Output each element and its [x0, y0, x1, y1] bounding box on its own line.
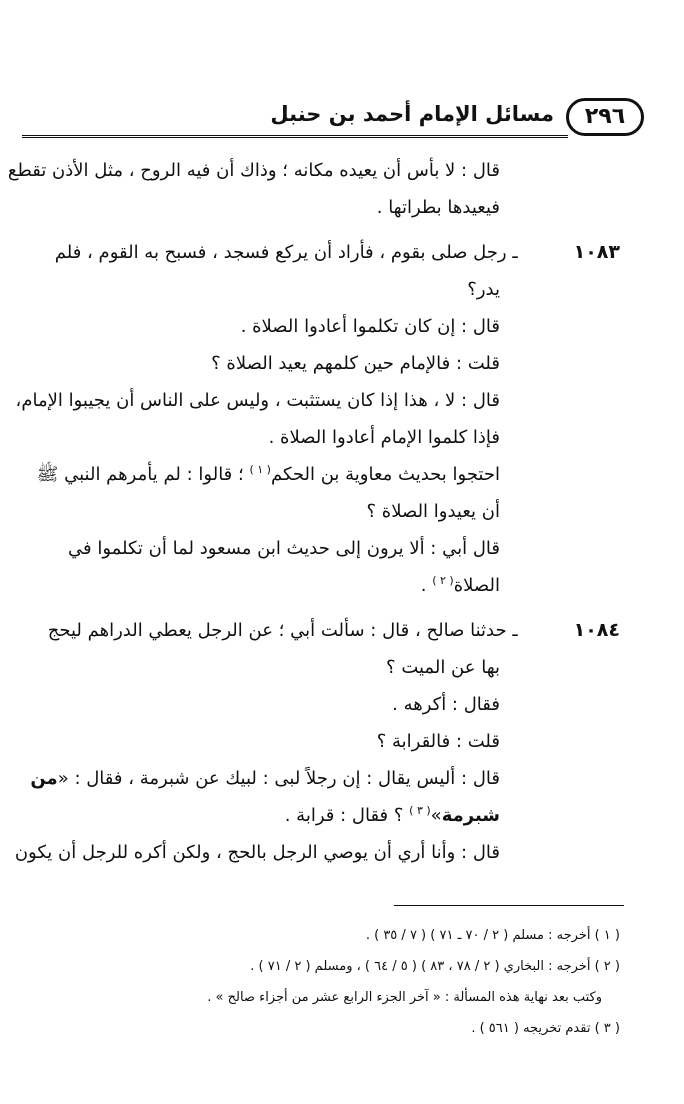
text-line: ـ حدثنا صالح ، قال : سألت أبي ؛ عن الرجل يعطي الدراهم ليحج — [47, 620, 518, 641]
running-title: مسائل الإمام أحمد بن حنبل — [270, 102, 554, 126]
text-line: فإذا كلموا الإمام أعادوا الصلاة . — [268, 427, 500, 448]
footnote-ref: ( ١ ) — [249, 463, 271, 476]
text-line: يدر؟ — [467, 279, 500, 300]
text-span: ؛ قالوا : لم يأمرهم النبي ﷺ — [36, 464, 250, 485]
page-number: ٢٩٦ — [566, 98, 644, 136]
entry-number: ١٠٨٣ — [573, 241, 620, 263]
footnote: ( ٣ ) تقدم تخريجه ( ٥٦١ ) . — [471, 1021, 620, 1036]
text-span: من — [30, 768, 58, 789]
text-line: فقال : أكرهه . — [392, 694, 500, 715]
footnotes — [60, 920, 620, 1044]
text-span: شبرمة — [441, 805, 500, 826]
text-line: قلت : فالإمام حين كلمهم يعيد الصلاة ؟ — [211, 353, 500, 374]
text-line: ـ رجل صلى بقوم ، فأراد أن يركع فسجد ، فسبح به القوم ، فلم — [54, 242, 518, 263]
text-line — [30, 760, 564, 797]
entry-number: ١٠٨٤ — [573, 619, 620, 641]
header-rule — [22, 135, 568, 138]
text-line: قال : وأنا أري أن يوصي الرجل بالحج ، ولكن أكره للرجل أن يكون — [14, 842, 500, 863]
text-line: قال : لا ، هذا إذا كان يستثبت ، وليس على الناس أن يجيبوا الإمام، — [15, 390, 500, 411]
text-span: احتجوا بحديث معاوية بن الحكم — [270, 464, 500, 485]
text-span: . — [420, 575, 433, 596]
main-text — [7, 152, 620, 871]
text-line: بها عن الميت ؟ — [386, 657, 500, 678]
text-span: » — [430, 805, 442, 826]
text-line — [124, 797, 564, 834]
footnote-ref: ( ٢ ) — [432, 574, 454, 587]
text-line — [124, 567, 564, 604]
text-line: قال : إن كان تكلموا أعادوا الصلاة . — [240, 316, 500, 337]
footnote-note: وكتب بعد نهاية هذه المسألة : « آخر الجزء الرابع عشر من أجزاء صالح » . — [207, 990, 602, 1005]
text-span: ؟ فقال : قرابة . — [284, 805, 410, 826]
text-line: قال : لا بأس أن يعيده مكانه ؛ وذاك أن فيه الروح ، مثل الأذن تقطع — [7, 160, 500, 181]
text-line: أن يعيدوا الصلاة ؟ — [366, 501, 500, 522]
text-line: فيعيدها بطراتها . — [376, 197, 500, 218]
text-span: قال : أليس يقال : إن رجلاً لبى : لبيك عن شبرمة ، فقال : « — [57, 768, 500, 789]
text-line — [36, 456, 564, 493]
entry-1084 — [47, 612, 620, 649]
footnote-ref: ( ٣ ) — [409, 804, 431, 817]
text-line: قلت : فالقرابة ؟ — [376, 731, 500, 752]
footnote: ( ١ ) أخرجه : مسلم ( ٢ / ٧٠ ـ ٧١ ) ( ٧ / ٣٥ ) . — [365, 928, 620, 943]
text-line: قال أبي : ألا يرون إلى حديث ابن مسعود لما أن تكلموا في — [68, 538, 500, 559]
footnote-rule — [394, 905, 624, 906]
entry-1083 — [54, 234, 620, 271]
page-header — [22, 96, 644, 140]
footnote: ( ٢ ) أخرجه : البخاري ( ٢ / ٧٨ ، ٨٣ ) ( ٥ / ٦٤ ) ، ومسلم ( ٢ / ٧١ ) . — [250, 959, 620, 974]
text-span: الصلاة — [453, 575, 500, 596]
